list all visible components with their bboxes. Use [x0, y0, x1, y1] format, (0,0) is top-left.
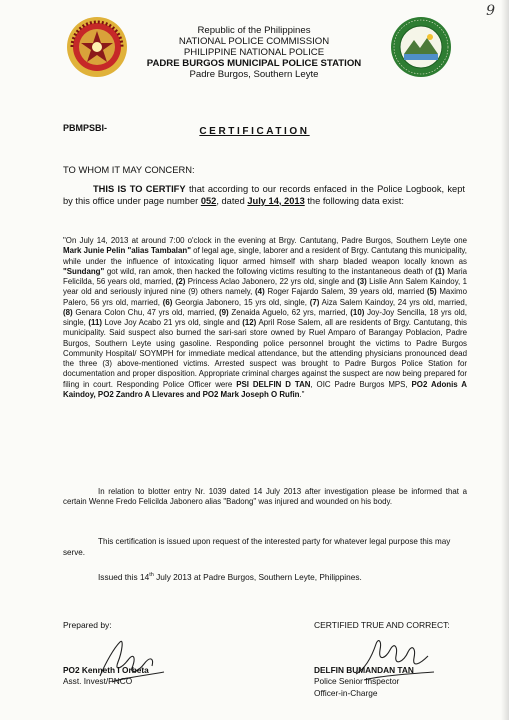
narrative-text: ."	[299, 389, 305, 399]
victim-number: (5)	[426, 287, 437, 297]
victim-entry: Joy-Joy Sencilla, 18 yrs old, single,	[63, 307, 467, 327]
victim-number: (12)	[242, 318, 257, 327]
suspect-name: Mark Junie Pelin "alias Tambalan"	[63, 246, 191, 256]
victim-number: (6)	[162, 297, 173, 307]
intro-text-3: the following data exist:	[304, 195, 404, 206]
letterhead-station: PADRE BURGOS MUNICIPAL POLICE STATION	[146, 58, 362, 69]
issued-ordinal: th	[149, 572, 154, 579]
victim-number: (1)	[435, 266, 445, 276]
signatory-right-rank: Police Senior Inspector	[314, 676, 400, 687]
victim-number: (4)	[255, 287, 265, 297]
certified-label: CERTIFIED TRUE AND CORRECT:	[314, 620, 450, 630]
page-number: 052	[200, 195, 217, 206]
victim-entry: Georgia Jabonero, 15 yrs old, single,	[172, 297, 310, 307]
intro-paragraph	[63, 184, 465, 207]
signatory-left-name: PO2 Kenneth I Orbeta	[63, 665, 149, 675]
letterhead-napolcom: NATIONAL POLICE COMMISSION	[178, 36, 330, 47]
page-edge-shadow	[501, 0, 509, 720]
narrative-text: , OIC Padre Burgos MPS,	[310, 379, 412, 389]
victim-number: (7)	[309, 297, 320, 307]
letterhead-pnp: PHILIPPINE NATIONAL POLICE	[183, 47, 325, 58]
victim-entry: Roger Fajardo Salem, 39 years old, married	[264, 287, 427, 297]
prepared-by-label: Prepared by:	[63, 620, 112, 630]
narrative-text: got wild, ran amok, then hacked the following victims resulting to the instantaneous death of	[104, 266, 435, 276]
victim-number: (8)	[63, 307, 73, 317]
victim-number: (9)	[219, 307, 229, 317]
letterhead	[120, 25, 388, 80]
responding-officers: PO2 Adonis A Kaindoy, PO2 Zandro A Llevares and PO2 Mark Joseph O Rufin	[63, 379, 467, 399]
victim-entry: Maximo Palero, 56 yrs old, married,	[63, 287, 467, 307]
responding-officer: PSI DELFIN D TAN	[236, 379, 311, 389]
intro-lead: THIS IS TO CERTIFY	[93, 184, 186, 194]
pnp-seal-logo	[66, 16, 128, 78]
signatory-left-title: Asst. Invest/PNCO	[63, 676, 133, 687]
weapon-name: "Sundang"	[63, 266, 105, 276]
corner-page-note: 9	[486, 3, 495, 19]
logbook-date: July 14, 2013	[247, 195, 305, 206]
victim-entry: Lislie Ann Salem Kaindoy, 1 year old and seriously injured nine (9) others namely,	[63, 277, 467, 297]
narrative-text: of legal age, single, laborer and a resident of Brgy. Cantutang this municipality, while under the influence of intoxicating liquor armed himself with sharp bladed weapon locally known as	[63, 246, 467, 266]
signatory-right-name: DELFIN BUMANDAN TAN	[314, 665, 414, 675]
narrative-text: April Rose Salem, all are residents of Brgy. Cantutang, this municipality. Said suspect also burned the sari-sari store owned by Ruel Amparo of Barangay Poblacion, Padre Burgos, Southern Leyte using gasoline. Responding police personnel brought the victims to Padre Burgos Community Hospital/ SOYMPH for immediate medical attendance, but the attending physicians pronounced dead the three (3) above-mentioned victims. Arrested suspect was brought to Padre Burgos Police Station for documentation and proper disposition. Appropriate criminal charges against the suspect are now being prepared for filing in court. Responding Police Officer were	[63, 318, 467, 389]
signatory-left	[63, 665, 149, 688]
incident-narrative	[63, 236, 467, 400]
document-title: CERTIFICATION	[199, 126, 310, 137]
signatory-right	[314, 665, 414, 699]
victim-number: (11)	[88, 318, 102, 327]
municipal-seal-logo	[390, 16, 452, 78]
narrative-text: "On July 14, 2013 at around 7:00 o'clock in the evening at Brgy. Cantutang, Padre Burgos, Southern Leyte one	[63, 236, 467, 245]
letterhead-address: Padre Burgos, Southern Leyte	[189, 69, 319, 80]
victim-entry: Princess Aclao Jabonero, 22 yrs old, single and	[185, 277, 358, 286]
victim-number: (3)	[357, 277, 367, 286]
victim-entry: Zenaida Aguelo, 62 yrs, married,	[228, 307, 351, 317]
victim-number: (2)	[175, 277, 186, 286]
issued-text: July 2013 at Padre Burgos, Southern Leyte, Philippines.	[153, 572, 362, 582]
intro-text-2: , dated	[216, 195, 248, 206]
issued-text: Issued this 14	[98, 572, 150, 582]
victim-entry: Maria Felicilda, 56 years old, married,	[63, 266, 467, 286]
purpose-paragraph: This certification is issued upon request of the interested party for whatever legal purpose this may serve.	[63, 537, 451, 557]
reference-code: PBMPSBI-	[63, 123, 108, 133]
signatory-right-role: Officer-in-Charge	[314, 687, 378, 698]
issued-line	[98, 572, 362, 582]
salutation: TO WHOM IT MAY CONCERN:	[63, 164, 195, 175]
victim-entry: Aiza Salem Kaindoy, 24 yrs old, married,	[319, 297, 468, 307]
blotter-paragraph: In relation to blotter entry Nr. 1039 dated 14 July 2013 after investigation please be informed that a certain Wenne Fredo Felicilda Jabonero alias "Badong" was injured and wounded on his body.	[63, 487, 467, 507]
victim-entry: Love Joy Acabo 21 yrs old, single and	[102, 318, 243, 327]
victim-number: (10)	[350, 307, 365, 317]
victim-entry: Genara Colon Chu, 47 yrs old, married,	[72, 307, 220, 317]
intro-text-1: that according to our records enfaced in the Police Logbook, kept by this office under page number	[63, 184, 465, 206]
letterhead-republic: Republic of the Philippines	[197, 25, 311, 36]
